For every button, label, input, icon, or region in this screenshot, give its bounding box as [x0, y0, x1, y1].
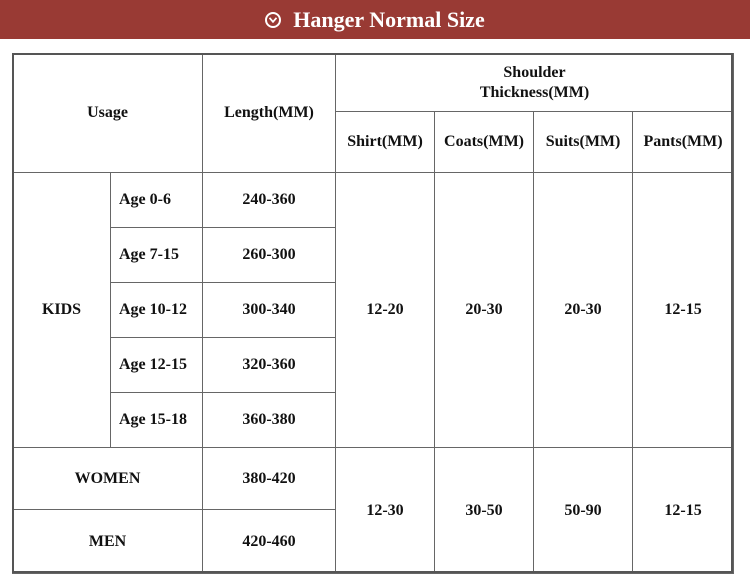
- group-men: MEN: [13, 510, 203, 574]
- header-usage: Usage: [13, 54, 203, 173]
- length-cell: 260-300: [203, 228, 336, 283]
- chevron-down-circle-icon: [265, 12, 281, 28]
- kids-suits: 20-30: [534, 173, 633, 448]
- age-cell: Age 0-6: [111, 173, 203, 228]
- length-cell: 360-380: [203, 393, 336, 448]
- age-cell: Age 12-15: [111, 338, 203, 393]
- header-shoulder-line2: Thickness(MM): [479, 83, 590, 101]
- header-shoulder-line1: Shoulder: [503, 63, 566, 81]
- table-outer-border: [12, 53, 733, 573]
- header-pants: Pants(MM): [633, 112, 734, 173]
- kids-shirt: 12-20: [336, 173, 435, 448]
- age-cell: Age 10-12: [111, 283, 203, 338]
- header-shirt: Shirt(MM): [336, 112, 435, 173]
- length-cell: 300-340: [203, 283, 336, 338]
- age-cell: Age 7-15: [111, 228, 203, 283]
- length-cell: 240-360: [203, 173, 336, 228]
- page-title: Hanger Normal Size: [293, 6, 485, 32]
- length-cell: 380-420: [203, 448, 336, 510]
- length-cell: 420-460: [203, 510, 336, 574]
- title-banner: [0, 0, 750, 39]
- group-women: WOMEN: [13, 448, 203, 510]
- age-cell: Age 15-18: [111, 393, 203, 448]
- length-cell: 320-360: [203, 338, 336, 393]
- header-coats: Coats(MM): [435, 112, 534, 173]
- group-kids: KIDS: [13, 173, 111, 448]
- adults-shirt: 12-30: [336, 448, 435, 574]
- header-suits: Suits(MM): [534, 112, 633, 173]
- header-length: Length(MM): [203, 54, 336, 173]
- adults-pants: 12-15: [633, 448, 734, 574]
- kids-pants: 12-15: [633, 173, 734, 448]
- kids-coats: 20-30: [435, 173, 534, 448]
- adults-coats: 30-50: [435, 448, 534, 574]
- adults-suits: 50-90: [534, 448, 633, 574]
